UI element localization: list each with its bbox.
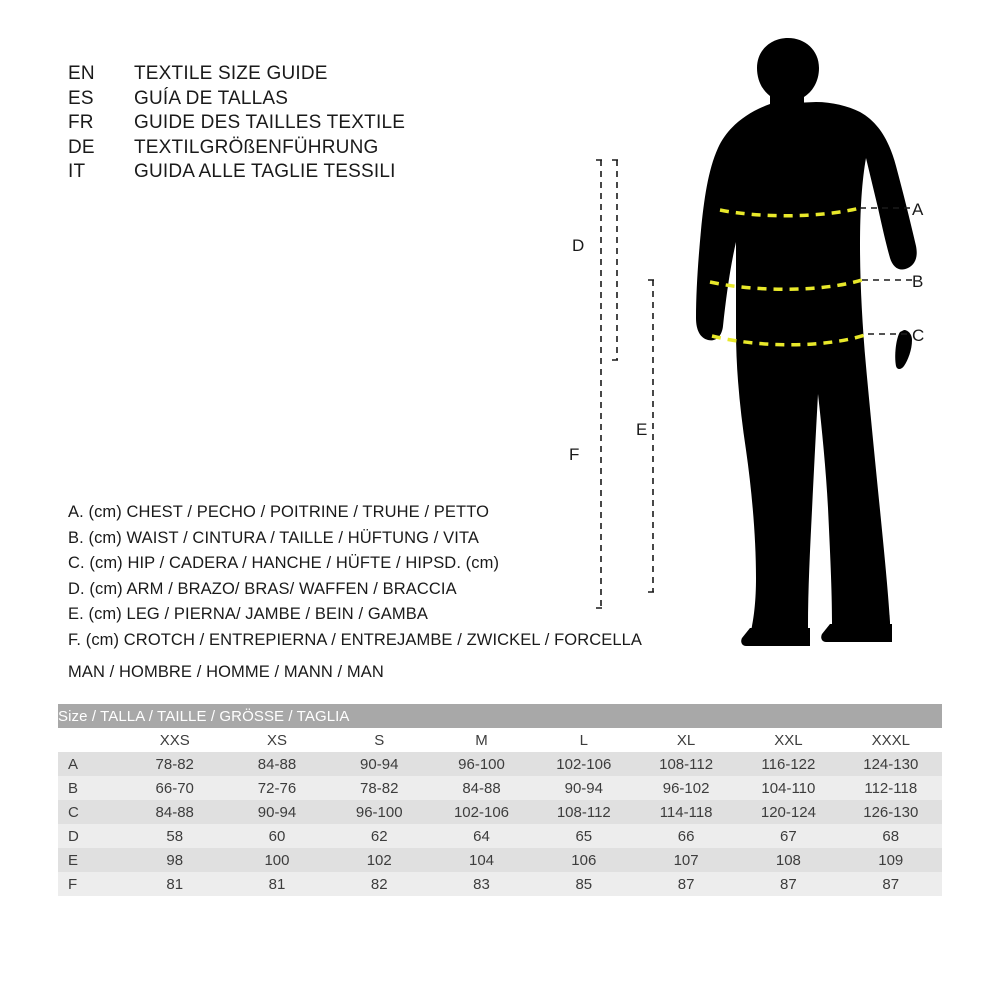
cell-f-l: 85 xyxy=(533,872,635,896)
cell-e-xxl: 108 xyxy=(737,848,839,872)
title-text-fr: GUIDE DES TAILLES TEXTILE xyxy=(134,112,406,133)
cell-d-s: 62 xyxy=(328,824,430,848)
col-head-xl: XL xyxy=(635,728,737,752)
cell-b-xl: 96-102 xyxy=(635,776,737,800)
cell-f-xxs: 81 xyxy=(124,872,226,896)
cell-e-m: 104 xyxy=(430,848,532,872)
cell-d-xxxl: 68 xyxy=(840,824,942,848)
legend-row-a: A. (cm) CHEST / PECHO / POITRINE / TRUHE / PETTO xyxy=(68,503,490,521)
marker-a: A xyxy=(912,200,924,219)
cell-f-xs: 81 xyxy=(226,872,328,896)
cell-c-l: 108-112 xyxy=(533,800,635,824)
col-head-s: S xyxy=(328,728,430,752)
row-label-b: B xyxy=(58,776,124,800)
cell-a-s: 90-94 xyxy=(328,752,430,776)
cell-d-xl: 66 xyxy=(635,824,737,848)
legend-row-e: E. (cm) LEG / PIERNA/ JAMBE / BEIN / GAMBA xyxy=(68,605,428,623)
cell-f-m: 83 xyxy=(430,872,532,896)
title-text-it: GUIDA ALLE TAGLIE TESSILI xyxy=(134,161,396,182)
marker-e: E xyxy=(636,420,648,439)
cell-f-xxxl: 87 xyxy=(840,872,942,896)
cell-c-xl: 114-118 xyxy=(635,800,737,824)
col-head-l: L xyxy=(533,728,635,752)
cell-a-xxl: 116-122 xyxy=(737,752,839,776)
dimension-brackets xyxy=(596,160,658,608)
cell-d-xxl: 67 xyxy=(737,824,839,848)
table-row xyxy=(58,872,942,896)
title-lang-es: ES xyxy=(68,87,94,109)
cell-a-xxxl: 124-130 xyxy=(840,752,942,776)
legend-row-c: C. (cm) HIP / CADERA / HANCHE / HÜFTE / HIPSD. (cm) xyxy=(68,554,500,572)
cell-d-m: 64 xyxy=(430,824,532,848)
title-text-en: TEXTILE SIZE GUIDE xyxy=(134,63,328,84)
title-block xyxy=(68,62,405,185)
cell-c-s: 96-100 xyxy=(328,800,430,824)
cell-a-m: 96-100 xyxy=(430,752,532,776)
cell-b-xxl: 104-110 xyxy=(737,776,839,800)
cell-e-xl: 107 xyxy=(635,848,737,872)
cell-e-xxs: 98 xyxy=(124,848,226,872)
cell-d-l: 65 xyxy=(533,824,635,848)
table-row xyxy=(58,800,942,824)
bracket-e xyxy=(648,280,658,592)
row-label-e: E xyxy=(58,848,124,872)
cell-a-xl: 108-112 xyxy=(635,752,737,776)
cell-f-xl: 87 xyxy=(635,872,737,896)
col-head-xxl: XXL xyxy=(737,728,839,752)
gender-label: MAN / HOMBRE / HOMME / MANN / MAN xyxy=(68,663,384,681)
table-column-head-row xyxy=(58,728,942,752)
cell-a-l: 102-106 xyxy=(533,752,635,776)
cell-c-xxs: 84-88 xyxy=(124,800,226,824)
cell-c-xxl: 120-124 xyxy=(737,800,839,824)
title-lang-fr: FR xyxy=(68,112,94,133)
table-row xyxy=(58,752,942,776)
col-head-xs: XS xyxy=(226,728,328,752)
col-head-xxxl: XXXL xyxy=(840,728,942,752)
legend-row-d: D. (cm) ARM / BRAZO/ BRAS/ WAFFEN / BRACCIA xyxy=(68,579,457,598)
title-text-de: TEXTILGRÖßENFÜHRUNG xyxy=(134,136,379,158)
title-row xyxy=(68,111,405,136)
legend-row-b: B. (cm) WAIST / CINTURA / TAILLE / HÜFTUNG / VITA xyxy=(68,528,480,547)
marker-f: F xyxy=(569,445,580,464)
table-row xyxy=(58,824,942,848)
cell-d-xs: 60 xyxy=(226,824,328,848)
title-row xyxy=(68,136,405,161)
cell-b-l: 90-94 xyxy=(533,776,635,800)
title-row xyxy=(68,87,405,112)
body-measurement-diagram xyxy=(560,30,980,670)
col-head-m: M xyxy=(430,728,532,752)
bracket-d xyxy=(612,160,622,360)
cell-a-xxs: 78-82 xyxy=(124,752,226,776)
cell-a-xs: 84-88 xyxy=(226,752,328,776)
table-header-row xyxy=(58,704,942,728)
bracket-f xyxy=(596,160,606,608)
cell-e-s: 102 xyxy=(328,848,430,872)
cell-d-xxs: 58 xyxy=(124,824,226,848)
title-lang-it: IT xyxy=(68,161,86,182)
row-label-d: D xyxy=(58,824,124,848)
cell-c-xs: 90-94 xyxy=(226,800,328,824)
cell-f-xxl: 87 xyxy=(737,872,839,896)
male-silhouette xyxy=(696,38,917,646)
marker-c: C xyxy=(912,326,925,345)
row-label-f: F xyxy=(58,872,124,896)
row-label-c: C xyxy=(58,800,124,824)
row-label-a: A xyxy=(58,752,124,776)
cell-b-xxxl: 112-118 xyxy=(840,776,942,800)
cell-c-xxxl: 126-130 xyxy=(840,800,942,824)
col-head-xxs: XXS xyxy=(124,728,226,752)
cell-c-m: 102-106 xyxy=(430,800,532,824)
cell-e-xxxl: 109 xyxy=(840,848,942,872)
cell-e-l: 106 xyxy=(533,848,635,872)
cell-e-xs: 100 xyxy=(226,848,328,872)
table-row xyxy=(58,776,942,800)
title-text-es: GUÍA DE TALLAS xyxy=(134,87,289,109)
title-row xyxy=(68,160,405,185)
cell-b-xs: 72-76 xyxy=(226,776,328,800)
title-lang-en: EN xyxy=(68,63,95,84)
cell-b-xxs: 66-70 xyxy=(124,776,226,800)
measurement-legend xyxy=(68,500,642,653)
cell-b-s: 78-82 xyxy=(328,776,430,800)
size-table xyxy=(58,704,942,896)
title-row xyxy=(68,62,405,87)
cell-b-m: 84-88 xyxy=(430,776,532,800)
col-head-blank xyxy=(58,728,124,752)
table-header-label: Size / TALLA / TAILLE / GRÖSSE / TAGLIA xyxy=(58,704,942,728)
marker-b: B xyxy=(912,272,924,291)
marker-d: D xyxy=(572,236,585,255)
table-row xyxy=(58,848,942,872)
cell-f-s: 82 xyxy=(328,872,430,896)
legend-row-f: F. (cm) CROTCH / ENTREPIERNA / ENTREJAMBE / ZWICKEL / FORCELLA xyxy=(68,630,642,649)
title-lang-de: DE xyxy=(68,136,95,158)
